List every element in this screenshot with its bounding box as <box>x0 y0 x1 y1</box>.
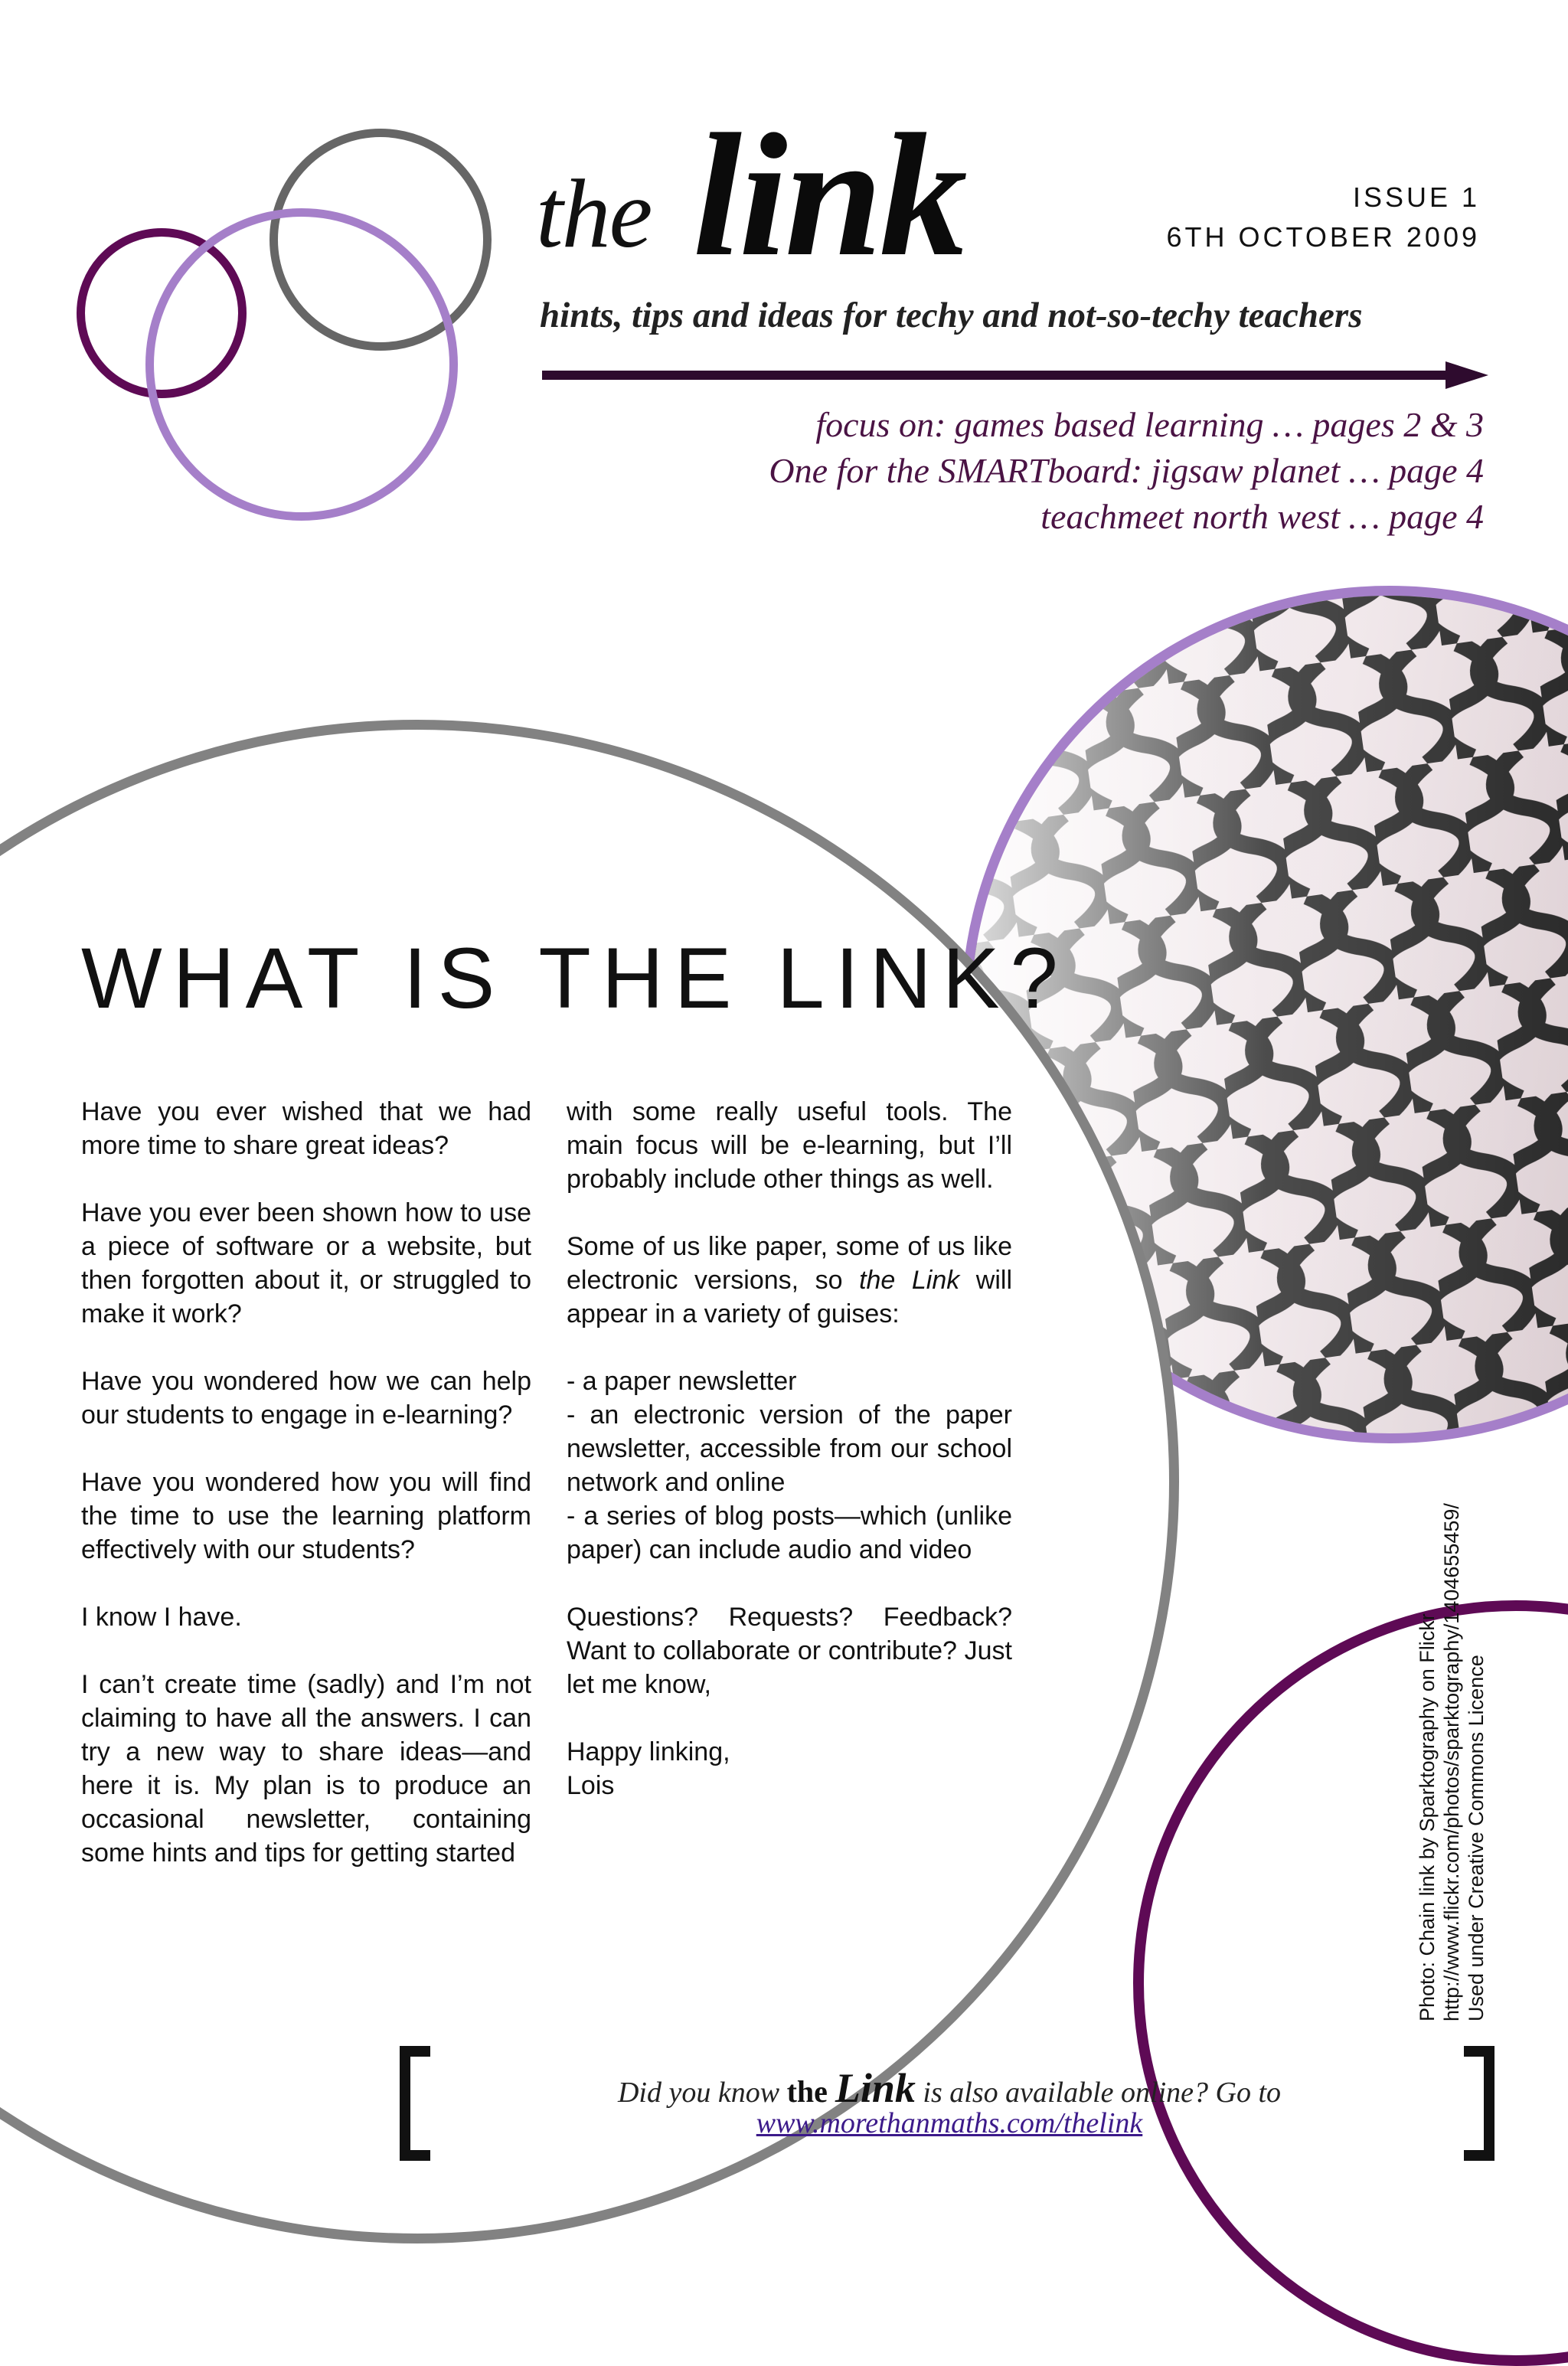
paragraph: I know I have. <box>81 1603 242 1632</box>
guises-list <box>567 1364 1012 1567</box>
paragraph: Questions? Requests? Feedback? Want to collaborate or contribute? Just let me know, <box>567 1603 1012 1699</box>
photo-credit <box>1415 1503 1488 2021</box>
issue-block <box>1167 178 1480 257</box>
paragraph <box>567 1230 1012 1331</box>
paragraph: Have you wondered how you will find the time to use the learning platform effectively with our students? <box>81 1468 531 1564</box>
article-heading: WHAT IS THE LINK? <box>81 930 1069 1026</box>
credit-line: Photo: Chain link by Sparktography on Flickr <box>1416 1613 1439 2021</box>
signoff: Happy linking, <box>567 1737 730 1766</box>
paragraph: with some really useful tools. The main focus will be e-learning, but I’ll probably include other things as well. <box>567 1097 1012 1194</box>
issue-date: 6TH OCTOBER 2009 <box>1166 221 1480 253</box>
toc-item[interactable]: One for the SMARTboard: jigsaw planet … page 4 <box>769 451 1484 490</box>
arrow-divider <box>542 360 1491 391</box>
ring-light-purple <box>145 208 458 521</box>
credit-line: http://www.flickr.com/photos/sparktography/1404655459/ <box>1440 1503 1463 2021</box>
paragraph-text: Some of us like paper, some of us like electronic versions, so <box>567 1232 1012 1295</box>
footer-the: the <box>786 2074 835 2109</box>
paragraph: Have you ever wished that we had more time to share great ideas? <box>81 1097 531 1160</box>
publication-name: the Link <box>859 1266 960 1295</box>
paragraph: Have you ever been shown how to use a piece of software or a website, but then forgotten about it, or struggled to make it work? <box>81 1198 531 1328</box>
ring-bottom-right-purple <box>1133 1600 1568 2366</box>
tagline: hints, tips and ideas for techy and not-so-techy teachers <box>540 296 1363 335</box>
masthead-the: the <box>536 159 652 268</box>
toc-item[interactable]: teachmeet north west … page 4 <box>1040 497 1484 536</box>
list-item: - an electronic version of the paper newsletter, accessible from our school network and online <box>567 1400 1012 1497</box>
list-item: - a series of blog posts—which (unlike paper) can include audio and video <box>567 1502 1012 1564</box>
footer-bracket-left <box>400 2046 430 2161</box>
masthead-link: link <box>693 97 965 292</box>
footer-bracket-right <box>1464 2046 1494 2161</box>
paragraph-text: will appear in a variety of guises: <box>567 1266 1012 1328</box>
issue-number: ISSUE 1 <box>1352 181 1480 213</box>
article-column-2 <box>567 1095 1012 1802</box>
footer-note <box>444 2067 1455 2138</box>
footer-text: Did you know <box>617 2077 787 2109</box>
credit-line: Used under Creative Commons Licence <box>1465 1655 1488 2021</box>
author: Lois <box>567 1771 615 1800</box>
footer-url-link[interactable]: www.morethanmaths.com/thelink <box>756 2107 1143 2139</box>
footer-link-name: Link <box>835 2065 916 2111</box>
table-of-contents <box>769 402 1484 540</box>
paragraph: I can’t create time (sadly) and I’m not claiming to have all the answers. I can try a new way to share ideas—and here it is. My plan is to produce an occasional newsletter, containing some hints and tips for getting started <box>81 1670 531 1868</box>
list-item: - a paper newsletter <box>567 1367 797 1396</box>
article-column-1 <box>81 1095 531 1904</box>
footer-text: is also available online? Go to <box>915 2077 1281 2109</box>
paragraph: Have you wondered how we can help our students to engage in e-learning? <box>81 1367 531 1430</box>
toc-item[interactable]: focus on: games based learning … pages 2 & 3 <box>815 405 1484 444</box>
